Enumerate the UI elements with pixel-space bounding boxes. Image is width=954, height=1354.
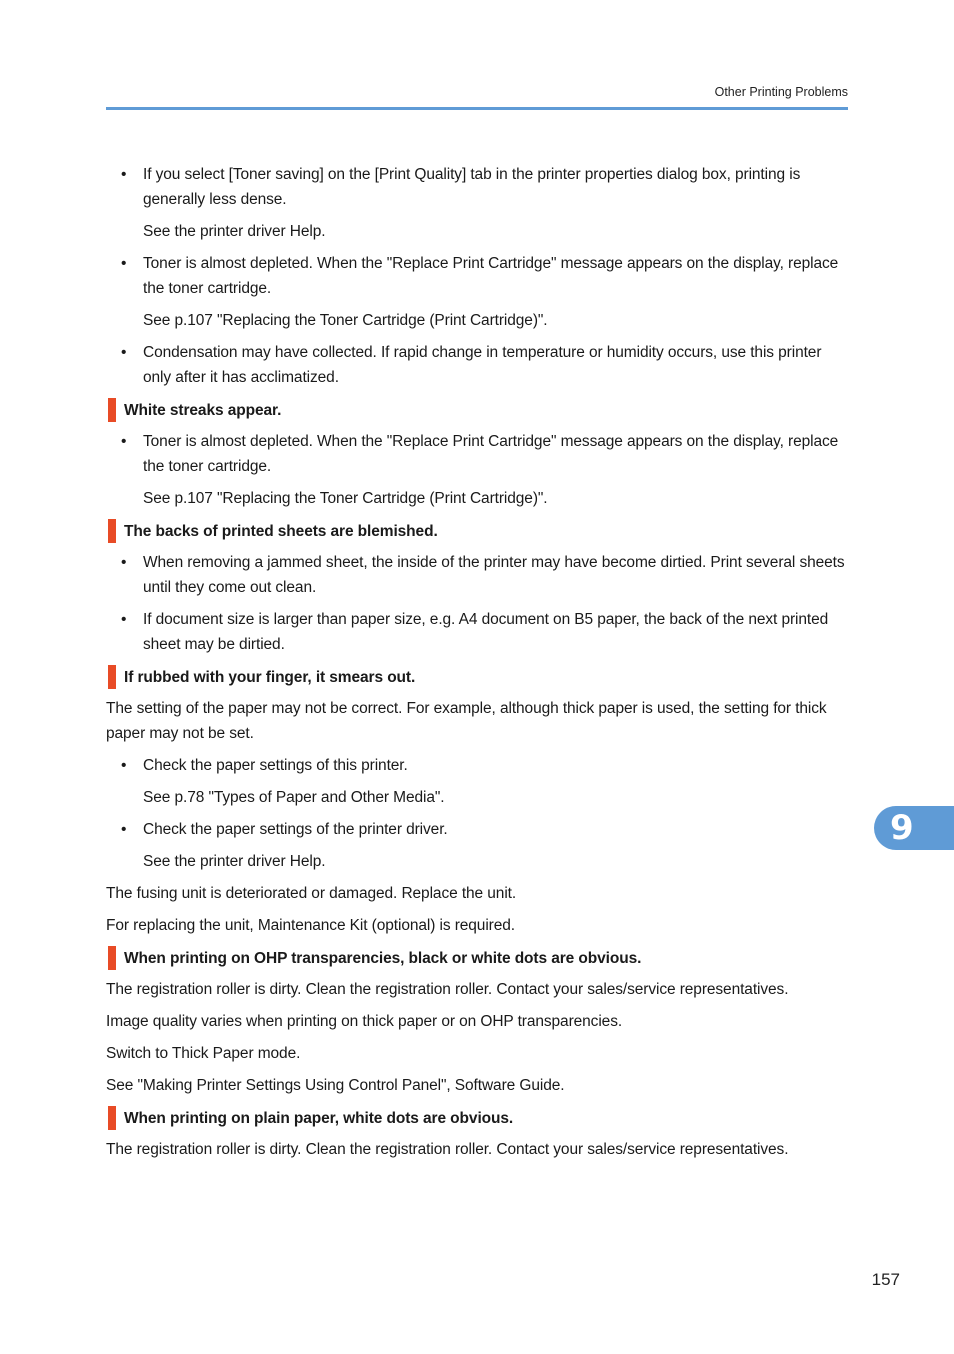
list-item <box>106 340 848 390</box>
paragraph: For replacing the unit, Maintenance Kit (optional) is required. <box>106 917 515 934</box>
section-heading-text: When printing on OHP transparencies, black or white dots are obvious. <box>124 950 642 967</box>
paragraph: The registration roller is dirty. Clean the registration roller. Contact your sales/service representatives. <box>106 1141 789 1158</box>
list-item <box>106 429 848 479</box>
section-heading-text: White streaks appear. <box>124 402 282 419</box>
list-item-text: If document size is larger than paper size, e.g. A4 document on B5 paper, the back of the next printed sheet may be dirtied. <box>143 611 829 653</box>
running-header: Other Printing Problems <box>714 85 848 99</box>
heading-marker-icon <box>108 398 116 422</box>
bullet-icon: • <box>121 255 127 272</box>
paragraph: The fusing unit is deteriorated or damaged. Replace the unit. <box>106 885 517 902</box>
bullet-icon: • <box>121 611 127 628</box>
section-heading-text: The backs of printed sheets are blemished. <box>124 523 438 540</box>
section-heading <box>106 1106 848 1131</box>
list-item <box>106 817 848 842</box>
section-heading <box>106 398 848 423</box>
bullet-icon: • <box>121 344 127 361</box>
list-item <box>106 162 848 212</box>
chapter-number: 9 <box>890 808 914 848</box>
list-item-text: Check the paper settings of the printer driver. <box>143 821 448 838</box>
paragraph: See "Making Printer Settings Using Control Panel", Software Guide. <box>106 1077 565 1094</box>
bullet-icon: • <box>121 757 127 774</box>
bullet-icon: • <box>121 166 127 183</box>
reference-text: See the printer driver Help. <box>143 853 326 870</box>
paragraph: Switch to Thick Paper mode. <box>106 1045 301 1062</box>
section-heading-text: When printing on plain paper, white dots are obvious. <box>124 1110 514 1127</box>
reference-link[interactable]: See p.107 "Replacing the Toner Cartridge (Print Cartridge)". <box>143 490 548 507</box>
section-heading <box>106 946 848 971</box>
list-item <box>106 550 848 600</box>
heading-marker-icon <box>108 665 116 689</box>
section-heading <box>106 665 848 690</box>
list-item <box>106 753 848 778</box>
reference-link[interactable]: See p.78 "Types of Paper and Other Media". <box>143 789 445 806</box>
paragraph: The setting of the paper may not be correct. For example, although thick paper is used, the setting for thick paper may not be set. <box>106 700 827 742</box>
bullet-icon: • <box>121 554 127 571</box>
section-heading-text: If rubbed with your finger, it smears out. <box>124 669 416 686</box>
paragraph: The registration roller is dirty. Clean the registration roller. Contact your sales/service representatives. <box>106 981 789 998</box>
list-item-text: When removing a jammed sheet, the inside of the printer may have become dirtied. Print several sheets until they come out clean. <box>143 554 845 596</box>
bullet-icon: • <box>121 433 127 450</box>
heading-marker-icon <box>108 946 116 970</box>
reference-text: See the printer driver Help. <box>143 223 326 240</box>
list-item <box>106 251 848 301</box>
heading-marker-icon <box>108 1106 116 1130</box>
reference-link[interactable]: See p.107 "Replacing the Toner Cartridge (Print Cartridge)". <box>143 312 548 329</box>
header-rule <box>106 107 848 110</box>
list-item-text: Toner is almost depleted. When the "Replace Print Cartridge" message appears on the display, replace the toner cartridge. <box>143 255 839 297</box>
list-item-text: Toner is almost depleted. When the "Replace Print Cartridge" message appears on the display, replace the toner cartridge. <box>143 433 839 475</box>
list-item-text: If you select [Toner saving] on the [Print Quality] tab in the printer properties dialog box, printing is generally less dense. <box>143 166 801 208</box>
section-heading <box>106 519 848 544</box>
heading-marker-icon <box>108 519 116 543</box>
list-item-text: Condensation may have collected. If rapid change in temperature or humidity occurs, use this printer only after it has acclimatized. <box>143 344 822 386</box>
chapter-tab <box>874 806 954 850</box>
bullet-icon: • <box>121 821 127 838</box>
list-item <box>106 607 848 657</box>
paragraph: Image quality varies when printing on thick paper or on OHP transparencies. <box>106 1013 623 1030</box>
page-number: 157 <box>871 1270 900 1289</box>
page-content <box>106 162 848 1169</box>
list-item-text: Check the paper settings of this printer. <box>143 757 408 774</box>
